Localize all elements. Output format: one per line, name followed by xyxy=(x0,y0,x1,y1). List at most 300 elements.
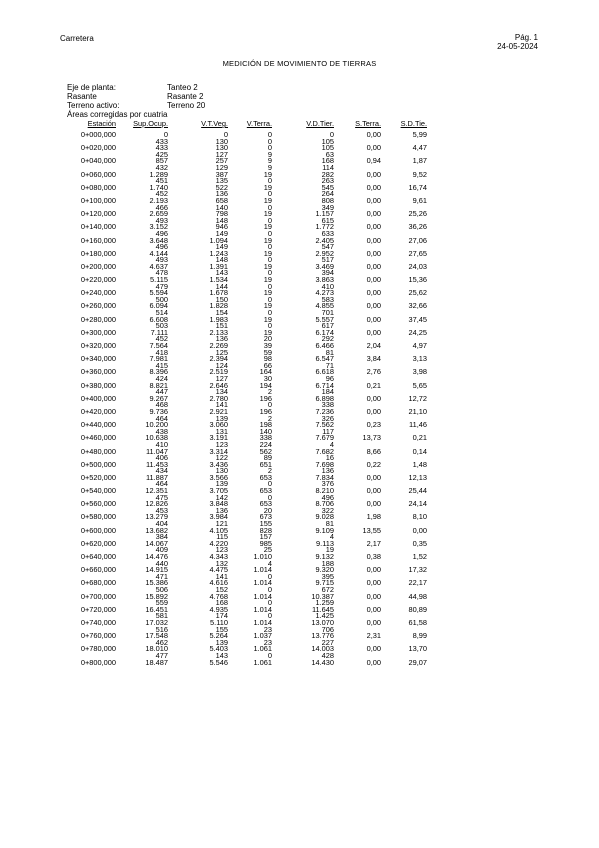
v-terra-cell: 653 xyxy=(259,472,272,482)
v-d-tier-increment: 19 xyxy=(325,545,334,555)
v-t-veg-increment: 139 xyxy=(215,479,228,489)
s-terra-cell: 0,00 xyxy=(366,261,381,271)
sup-ocup-increment: 581 xyxy=(155,611,168,621)
s-d-tie-cell: 1,87 xyxy=(412,156,427,166)
v-t-veg-cell: 946 xyxy=(215,222,228,232)
station-cell: 0+680,000 xyxy=(80,578,116,588)
v-terra-increment: 66 xyxy=(263,360,272,370)
s-terra-cell: 0,00 xyxy=(366,209,381,219)
v-d-tier-cell: 6.618 xyxy=(315,367,334,377)
s-d-tie-cell: 5,99 xyxy=(412,130,427,139)
s-d-tie-cell: 0,21 xyxy=(412,433,427,443)
station-row xyxy=(58,330,427,337)
v-t-veg-increment: 127 xyxy=(215,149,228,159)
station-cell: 0+420,000 xyxy=(80,406,116,416)
station-row xyxy=(58,145,427,152)
sup-ocup-cell: 15.386 xyxy=(145,578,168,588)
sup-ocup-increment: 433 xyxy=(155,136,168,146)
station-row xyxy=(58,449,427,456)
sup-ocup-cell: 17.548 xyxy=(145,631,168,641)
s-terra-cell: 2,17 xyxy=(366,538,381,548)
sup-ocup-increment: 516 xyxy=(155,624,168,634)
v-terra-increment: 0 xyxy=(267,294,272,304)
station-cell: 0+640,000 xyxy=(80,552,116,561)
v-terra-increment: 2 xyxy=(267,413,272,423)
v-d-tier-increment: 496 xyxy=(321,492,334,502)
s-terra-cell: 0,21 xyxy=(366,380,381,390)
v-d-tier-cell: 2.952 xyxy=(315,248,334,258)
sup-ocup-increment: 466 xyxy=(155,202,168,212)
sup-ocup-increment: 477 xyxy=(155,650,168,660)
sup-ocup-cell: 10.200 xyxy=(145,420,168,430)
v-terra-cell: 0 xyxy=(267,130,272,139)
v-d-tier-increment: 114 xyxy=(322,162,334,172)
v-terra-cell: 1.014 xyxy=(253,591,272,601)
v-terra-increment: 59 xyxy=(263,347,272,357)
sup-ocup-cell: 6.094 xyxy=(149,301,168,311)
v-t-veg-cell: 2.394 xyxy=(209,354,228,364)
page-number: Pág. 1 xyxy=(514,33,538,42)
v-d-tier-increment: 1.425 xyxy=(315,611,334,621)
s-terra-cell: 0,00 xyxy=(366,472,381,482)
s-d-tie-cell: 9,52 xyxy=(412,169,427,179)
v-d-tier-cell: 7.682 xyxy=(315,446,334,456)
s-d-tie-cell: 11,46 xyxy=(409,420,427,430)
s-d-tie-cell: 44,98 xyxy=(408,591,427,601)
v-t-veg-cell: 3.436 xyxy=(209,459,228,469)
v-terra-increment: 9 xyxy=(267,162,272,172)
v-d-tier-cell: 13.070 xyxy=(311,617,334,627)
station-row xyxy=(58,290,427,297)
v-terra-cell: 19 xyxy=(263,169,272,179)
s-d-tie-cell: 12,72 xyxy=(408,393,427,403)
v-terra-cell: 1.061 xyxy=(253,657,272,667)
v-d-tier-increment: 81 xyxy=(325,519,334,529)
v-terra-cell: 19 xyxy=(263,195,272,205)
v-t-veg-increment: 154 xyxy=(215,308,228,318)
station-cell: 0+720,000 xyxy=(80,604,116,614)
v-terra-increment: 2 xyxy=(267,466,272,476)
station-row xyxy=(58,198,427,205)
s-d-tie-cell: 25,62 xyxy=(408,288,427,298)
v-t-veg-increment: 143 xyxy=(215,268,228,278)
v-d-tier-increment: 105 xyxy=(321,136,334,146)
v-terra-increment: 0 xyxy=(267,400,272,410)
sup-ocup-cell: 2.659 xyxy=(149,209,168,219)
v-terra-increment: 0 xyxy=(267,611,272,621)
v-terra-cell: 19 xyxy=(263,288,272,298)
v-d-tier-increment: 4 xyxy=(329,439,334,449)
sup-ocup-increment: 406 xyxy=(155,453,168,463)
station-cell: 0+320,000 xyxy=(80,341,116,350)
v-terra-increment: 0 xyxy=(267,281,272,291)
v-terra-cell: 19 xyxy=(263,314,272,324)
v-d-tier-cell: 9.132 xyxy=(315,552,334,561)
s-d-tie-cell: 37,45 xyxy=(408,314,427,324)
v-t-veg-cell: 3.566 xyxy=(209,472,228,482)
s-d-tie-cell: 15,36 xyxy=(408,275,427,285)
s-terra-cell: 0,00 xyxy=(366,130,381,139)
report-date: 24-05-2024 xyxy=(497,42,538,51)
v-d-tier-cell: 0 xyxy=(329,130,334,139)
station-row xyxy=(58,409,427,416)
v-t-veg-increment: 141 xyxy=(215,571,228,581)
s-terra-cell: 0,00 xyxy=(366,604,381,614)
station-cell: 0+620,000 xyxy=(80,538,116,548)
sup-ocup-increment: 410 xyxy=(155,439,168,449)
s-d-tie-cell: 4,97 xyxy=(412,341,427,350)
v-t-veg-cell: 1.828 xyxy=(209,301,228,311)
v-terra-increment: 0 xyxy=(267,176,272,186)
s-d-tie-cell: 0,14 xyxy=(412,446,427,456)
v-terra-increment: 0 xyxy=(267,598,272,608)
v-t-veg-cell: 798 xyxy=(215,209,228,219)
v-terra-increment: 0 xyxy=(267,268,272,278)
v-terra-cell: 9 xyxy=(267,156,272,166)
v-terra-cell: 828 xyxy=(259,525,272,535)
station-row xyxy=(58,607,427,614)
v-d-tier-increment: 1.259 xyxy=(315,598,334,608)
v-terra-cell: 1.014 xyxy=(253,565,272,575)
station-row xyxy=(58,264,427,271)
station-cell: 0+460,000 xyxy=(80,433,116,443)
v-t-veg-cell: 5.110 xyxy=(210,617,228,627)
sup-ocup-cell: 3.152 xyxy=(149,222,168,232)
sup-ocup-increment: 496 xyxy=(155,228,168,238)
station-cell: 0+700,000 xyxy=(80,591,116,601)
station-cell: 0+560,000 xyxy=(80,499,116,509)
v-t-veg-cell: 4.105 xyxy=(209,525,228,535)
sup-ocup-increment: 500 xyxy=(155,294,168,304)
station-cell: 0+000,000 xyxy=(80,130,116,139)
station-row xyxy=(58,528,427,535)
sup-ocup-increment: 384 xyxy=(155,532,168,542)
station-cell: 0+400,000 xyxy=(80,393,116,403)
v-terra-cell: 653 xyxy=(259,499,272,509)
s-d-tie-cell: 8,99 xyxy=(412,631,427,641)
v-t-veg-cell: 3.984 xyxy=(209,512,228,522)
v-t-veg-cell: 1.243 xyxy=(209,248,228,258)
v-terra-increment: 0 xyxy=(267,584,272,594)
v-terra-cell: 19 xyxy=(263,275,272,285)
sup-ocup-increment: 559 xyxy=(155,598,168,608)
s-terra-cell: 0,38 xyxy=(366,552,381,561)
v-d-tier-cell: 6.547 xyxy=(315,354,334,364)
s-d-tie-cell: 0,35 xyxy=(412,538,427,548)
station-row xyxy=(58,343,427,350)
v-t-veg-increment: 149 xyxy=(215,228,228,238)
station-cell: 0+760,000 xyxy=(80,631,116,641)
station-row xyxy=(58,580,427,587)
s-d-tie-cell: 12,13 xyxy=(408,472,427,482)
s-d-tie-cell: 27,06 xyxy=(408,235,427,245)
s-terra-cell: 13,73 xyxy=(362,433,381,443)
s-terra-cell: 0,00 xyxy=(366,314,381,324)
station-cell: 0+160,000 xyxy=(80,235,116,245)
v-t-veg-increment: 152 xyxy=(215,584,228,594)
station-cell: 0+060,000 xyxy=(80,169,116,179)
report-info xyxy=(67,83,205,119)
sup-ocup-increment: 478 xyxy=(155,268,168,278)
v-d-tier-cell: 6.898 xyxy=(315,393,334,403)
v-d-tier-cell: 282 xyxy=(321,169,334,179)
station-cell: 0+600,000 xyxy=(80,525,116,535)
station-row xyxy=(58,435,427,442)
v-t-veg-increment: 148 xyxy=(215,215,228,225)
sup-ocup-cell: 8.821 xyxy=(149,380,168,390)
v-d-tier-increment: 326 xyxy=(321,413,334,423)
sup-ocup-cell: 14.476 xyxy=(145,552,168,561)
v-d-tier-cell: 808 xyxy=(321,195,334,205)
sup-ocup-cell: 7.981 xyxy=(149,354,168,364)
v-t-veg-increment: 136 xyxy=(215,505,228,515)
sup-ocup-increment: 418 xyxy=(155,347,168,357)
v-terra-cell: 164 xyxy=(259,367,272,377)
s-terra-cell: 1,98 xyxy=(366,512,381,522)
station-row xyxy=(58,422,427,429)
sup-ocup-cell: 12.351 xyxy=(145,486,168,496)
sup-ocup-cell: 13.682 xyxy=(145,525,168,535)
station-row xyxy=(58,369,427,376)
sup-ocup-increment: 479 xyxy=(155,281,168,291)
s-d-tie-cell: 16,74 xyxy=(408,182,427,192)
sup-ocup-increment: 503 xyxy=(155,321,168,331)
v-t-veg-increment: 134 xyxy=(215,387,228,397)
v-t-veg-increment: 148 xyxy=(215,255,228,265)
col-header-s-d-tie: S.D.Tie. xyxy=(400,119,427,128)
v-t-veg-cell: 1.678 xyxy=(209,288,228,298)
sup-ocup-increment: 462 xyxy=(155,637,168,647)
v-t-veg-increment: 168 xyxy=(215,598,228,608)
v-t-veg-cell: 0 xyxy=(223,130,228,139)
sup-ocup-increment: 451 xyxy=(155,176,168,186)
station-cell: 0+520,000 xyxy=(80,472,116,482)
v-d-tier-cell: 5.557 xyxy=(315,314,334,324)
sup-ocup-cell: 3.648 xyxy=(149,235,168,245)
v-t-veg-cell: 1.983 xyxy=(209,314,228,324)
v-terra-increment: 224 xyxy=(259,439,272,449)
s-d-tie-cell: 9,61 xyxy=(412,195,427,205)
v-t-veg-increment: 123 xyxy=(215,439,228,449)
sup-ocup-cell: 18.487 xyxy=(145,657,168,667)
sup-ocup-cell: 4.637 xyxy=(149,261,168,271)
v-t-veg-cell: 2.519 xyxy=(209,367,228,377)
station-row xyxy=(58,660,427,667)
v-d-tier-increment: 227 xyxy=(321,637,334,647)
station-cell: 0+180,000 xyxy=(80,248,116,258)
sup-ocup-increment: 506 xyxy=(155,584,168,594)
report-title: MEDICIÓN DE MOVIMIENTO DE TIERRAS xyxy=(222,59,377,68)
v-terra-increment: 155 xyxy=(259,519,272,529)
station-row xyxy=(58,238,427,245)
s-terra-cell: 0,00 xyxy=(366,182,381,192)
v-d-tier-increment: 4 xyxy=(329,532,334,542)
v-d-tier-increment: 136 xyxy=(321,466,334,476)
station-cell: 0+240,000 xyxy=(80,288,116,298)
s-d-tie-cell: 24,03 xyxy=(408,261,427,271)
station-row xyxy=(58,633,427,640)
sup-ocup-cell: 1.289 xyxy=(149,169,168,179)
v-t-veg-cell: 3.314 xyxy=(209,446,228,456)
v-t-veg-cell: 4.220 xyxy=(209,538,228,548)
v-terra-increment: 2 xyxy=(267,387,272,397)
station-cell: 0+780,000 xyxy=(80,644,116,654)
v-t-veg-increment: 139 xyxy=(215,637,228,647)
v-terra-cell: 19 xyxy=(263,209,272,219)
station-cell: 0+740,000 xyxy=(80,617,116,627)
v-terra-cell: 653 xyxy=(259,486,272,496)
s-terra-cell: 2,76 xyxy=(366,367,381,377)
s-terra-cell: 0,00 xyxy=(366,406,381,416)
info-label: Eje de planta: xyxy=(67,83,116,92)
s-d-tie-cell: 3,13 xyxy=(412,354,427,364)
v-d-tier-cell: 7.236 xyxy=(315,406,334,416)
station-row xyxy=(58,277,427,284)
s-terra-cell: 0,00 xyxy=(366,393,381,403)
sup-ocup-cell: 10.638 xyxy=(145,433,168,443)
v-terra-cell: 985 xyxy=(259,538,272,548)
sup-ocup-increment: 425 xyxy=(155,149,168,159)
v-t-veg-cell: 387 xyxy=(215,169,228,179)
station-row xyxy=(58,594,427,601)
s-d-tie-cell: 29,07 xyxy=(408,657,427,667)
v-d-tier-cell: 7.698 xyxy=(315,459,334,469)
v-t-veg-increment: 151 xyxy=(215,321,228,331)
sup-ocup-cell: 14.915 xyxy=(145,565,168,575)
v-t-veg-cell: 3.705 xyxy=(209,486,228,496)
v-terra-increment: 0 xyxy=(267,255,272,265)
station-row xyxy=(58,475,427,482)
sup-ocup-increment: 424 xyxy=(155,373,168,383)
sup-ocup-increment: 447 xyxy=(155,387,168,397)
s-d-tie-cell: 24,14 xyxy=(408,499,427,509)
v-d-tier-cell: 105 xyxy=(321,143,334,153)
sup-ocup-cell: 857 xyxy=(155,156,168,166)
v-d-tier-increment: 117 xyxy=(322,426,334,436)
station-row xyxy=(58,158,427,165)
station-cell: 0+140,000 xyxy=(80,222,116,232)
col-header-v-d-tier: V.D.Tier. xyxy=(306,119,334,128)
station-cell: 0+080,000 xyxy=(80,182,116,192)
v-terra-increment: 0 xyxy=(267,308,272,318)
station-row xyxy=(58,567,427,574)
info-label: Rasante xyxy=(67,92,97,101)
v-t-veg-increment: 143 xyxy=(215,650,228,660)
sup-ocup-cell: 15.892 xyxy=(145,591,168,601)
sup-ocup-cell: 5.115 xyxy=(150,275,168,285)
s-d-tie-cell: 3,98 xyxy=(412,367,427,377)
sup-ocup-cell: 9.267 xyxy=(149,393,168,403)
v-t-veg-cell: 2.780 xyxy=(209,393,228,403)
station-cell: 0+800,000 xyxy=(80,657,116,667)
v-t-veg-cell: 5.546 xyxy=(209,657,228,667)
station-row xyxy=(58,132,427,139)
v-d-tier-cell: 9.109 xyxy=(315,525,334,535)
v-terra-cell: 673 xyxy=(259,512,272,522)
v-d-tier-increment: 701 xyxy=(321,308,334,318)
info-value: Tanteo 2 xyxy=(167,83,198,92)
v-terra-cell: 1.010 xyxy=(253,552,272,561)
v-d-tier-increment: 63 xyxy=(325,149,334,159)
s-d-tie-cell: 21,10 xyxy=(408,406,427,416)
v-terra-increment: 140 xyxy=(259,426,272,436)
v-terra-cell: 19 xyxy=(263,235,272,245)
station-row xyxy=(58,514,427,521)
v-d-tier-increment: 583 xyxy=(321,294,334,304)
s-d-tie-cell: 32,66 xyxy=(408,301,427,311)
v-terra-cell: 196 xyxy=(259,393,272,403)
v-t-veg-cell: 4.343 xyxy=(209,552,228,561)
v-t-veg-increment: 149 xyxy=(215,242,228,252)
s-terra-cell: 0,00 xyxy=(366,301,381,311)
s-terra-cell: 0,00 xyxy=(366,657,381,667)
sup-ocup-increment: 464 xyxy=(155,479,168,489)
v-t-veg-cell: 5.403 xyxy=(209,644,228,654)
v-d-tier-increment: 376 xyxy=(321,479,334,489)
v-d-tier-increment: 395 xyxy=(321,571,334,581)
station-cell: 0+360,000 xyxy=(80,367,116,377)
v-terra-cell: 0 xyxy=(267,143,272,153)
station-row xyxy=(58,303,427,310)
v-d-tier-increment: 706 xyxy=(321,624,334,634)
v-terra-cell: 19 xyxy=(263,222,272,232)
sup-ocup-increment: 493 xyxy=(155,255,168,265)
v-t-veg-cell: 1.534 xyxy=(209,275,228,285)
v-terra-increment: 9 xyxy=(267,149,272,159)
v-d-tier-cell: 3.863 xyxy=(315,275,334,285)
s-d-tie-cell: 1,52 xyxy=(412,552,427,561)
v-d-tier-increment: 428 xyxy=(321,650,334,660)
station-cell: 0+580,000 xyxy=(80,512,116,522)
station-row xyxy=(58,396,427,403)
v-t-veg-increment: 130 xyxy=(215,136,228,146)
v-d-tier-increment: 517 xyxy=(321,255,334,265)
v-terra-cell: 1.014 xyxy=(253,578,272,588)
v-d-tier-increment: 264 xyxy=(321,189,334,199)
sup-ocup-cell: 7.111 xyxy=(150,327,168,337)
sup-ocup-increment: 475 xyxy=(155,492,168,502)
v-d-tier-cell: 4.273 xyxy=(315,288,334,298)
s-terra-cell: 0,00 xyxy=(366,578,381,588)
v-d-tier-increment: 410 xyxy=(321,281,334,291)
sup-ocup-increment: 438 xyxy=(155,426,168,436)
v-t-veg-increment: 144 xyxy=(215,281,228,291)
s-d-tie-cell: 17,32 xyxy=(408,565,427,575)
station-cell: 0+100,000 xyxy=(80,195,116,205)
v-terra-increment: 157 xyxy=(259,532,272,542)
v-terra-increment: 0 xyxy=(267,650,272,660)
v-t-veg-cell: 2.133 xyxy=(209,327,228,337)
v-terra-increment: 0 xyxy=(267,202,272,212)
station-cell: 0+020,000 xyxy=(80,143,116,153)
info-value: Terreno 20 xyxy=(167,101,206,110)
v-d-tier-cell: 11.645 xyxy=(311,604,334,614)
v-terra-cell: 198 xyxy=(259,420,272,430)
station-cell: 0+260,000 xyxy=(80,301,116,311)
s-d-tie-cell: 24,25 xyxy=(408,327,427,337)
s-terra-cell: 2,04 xyxy=(366,341,381,350)
s-terra-cell: 0,23 xyxy=(366,420,381,430)
v-t-veg-cell: 3.060 xyxy=(209,420,228,430)
col-header-estacion: Estación xyxy=(87,119,116,128)
v-t-veg-increment: 155 xyxy=(215,624,228,634)
earthwork-table xyxy=(58,121,427,666)
v-d-tier-increment: 263 xyxy=(321,176,334,186)
v-d-tier-cell: 14.430 xyxy=(311,657,334,667)
station-cell: 0+280,000 xyxy=(80,314,116,324)
s-terra-cell: 13,55 xyxy=(362,525,381,535)
v-d-tier-cell: 9.320 xyxy=(315,565,334,575)
